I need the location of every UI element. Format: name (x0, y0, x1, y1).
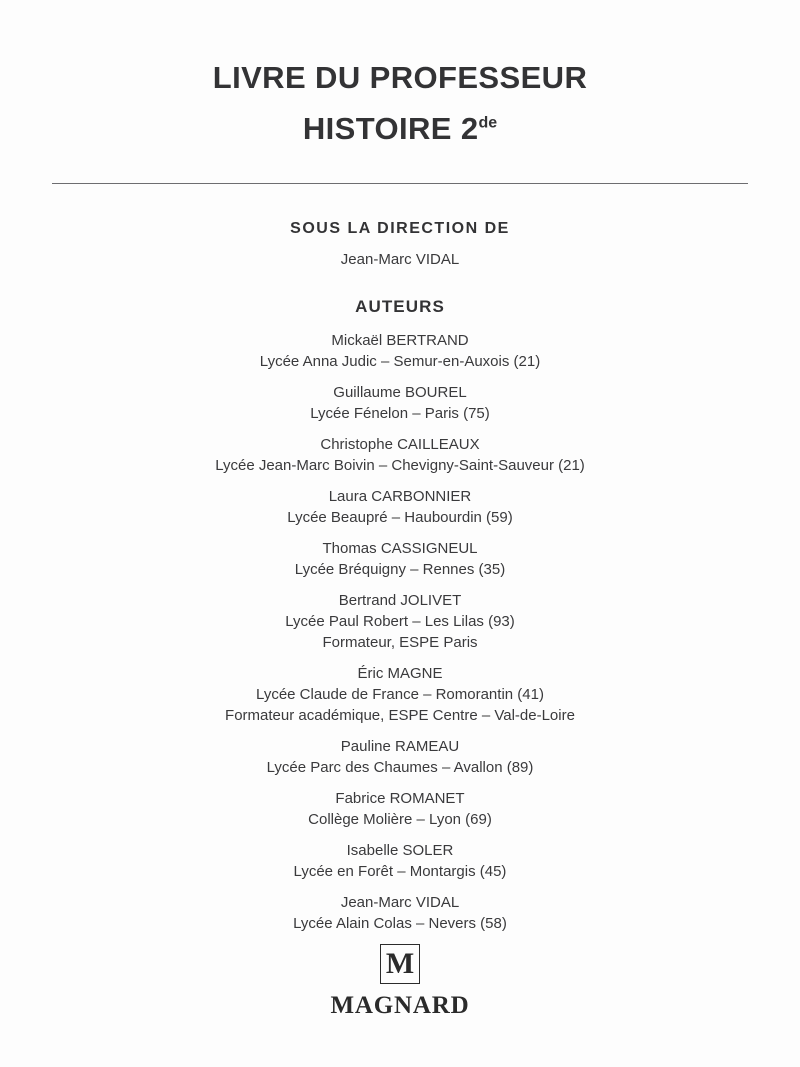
magnard-monogram-icon (380, 944, 420, 984)
author-entry (215, 663, 585, 726)
author-affiliation: Lycée Beaupré – Haubourdin (59) (287, 508, 513, 526)
author-name: Pauline RAMEAU (340, 737, 460, 755)
author-affiliation-secondary: Formateur, ESPE Paris (322, 633, 478, 651)
authors-heading: AUTEURS (355, 297, 445, 317)
author-entry (215, 486, 585, 528)
author-entry (215, 538, 585, 580)
publisher-logo (0, 944, 800, 1018)
page-title-subject: HISTOIRE 2 (302, 111, 479, 146)
authors-list (215, 330, 585, 934)
author-name: Guillaume BOUREL (333, 383, 467, 401)
author-entry (215, 434, 585, 476)
author-name: Jean-Marc VIDAL (340, 893, 460, 911)
director-name: Jean-Marc VIDAL (340, 250, 460, 268)
author-affiliation: Lycée en Forêt – Montargis (45) (293, 862, 507, 880)
author-name: Thomas CASSIGNEUL (322, 539, 478, 557)
author-name: Christophe CAILLEAUX (320, 435, 480, 453)
author-entry (215, 382, 585, 424)
author-affiliation: Lycée Jean-Marc Boivin – Chevigny-Saint-Sauveur (21) (215, 456, 585, 474)
author-affiliation: Lycée Bréquigny – Rennes (35) (294, 560, 506, 578)
author-name: Laura CARBONNIER (328, 487, 472, 505)
page-title-line-2 (0, 113, 800, 144)
author-affiliation: Lycée Fénelon – Paris (75) (310, 404, 490, 422)
author-affiliation: Lycée Paul Robert – Les Lilas (93) (285, 612, 515, 630)
title-block (0, 62, 800, 144)
direction-block (290, 220, 510, 268)
author-affiliation: Lycée Claude de France – Romorantin (41) (256, 685, 544, 703)
author-entry (215, 590, 585, 653)
author-entry (215, 840, 585, 882)
author-entry (215, 736, 585, 778)
page-title-line-1: LIVRE DU PROFESSEUR (212, 60, 588, 95)
author-name: Fabrice ROMANET (335, 789, 465, 807)
author-name: Isabelle SOLER (346, 841, 454, 859)
author-affiliation: Lycée Anna Judic – Semur-en-Auxois (21) (259, 352, 541, 370)
authors-block (215, 298, 585, 944)
svg-text:M: M (385, 947, 415, 980)
author-name: Mickaël BERTRAND (331, 331, 469, 349)
page-title-superscript: de (478, 114, 498, 132)
publisher-name: MAGNARD (330, 992, 470, 1019)
author-name: Éric MAGNE (357, 664, 443, 682)
author-affiliation: Lycée Alain Colas – Nevers (58) (293, 914, 507, 932)
author-affiliation: Lycée Parc des Chaumes – Avallon (89) (266, 758, 534, 776)
author-affiliation: Collège Molière – Lyon (69) (308, 810, 492, 828)
horizontal-rule (52, 183, 748, 184)
author-affiliation-secondary: Formateur académique, ESPE Centre – Val-de-Loire (225, 706, 575, 724)
author-entry (215, 330, 585, 372)
author-entry (215, 892, 585, 934)
direction-heading: SOUS LA DIRECTION DE (290, 220, 510, 237)
author-name: Bertrand JOLIVET (338, 591, 462, 609)
author-entry (215, 788, 585, 830)
